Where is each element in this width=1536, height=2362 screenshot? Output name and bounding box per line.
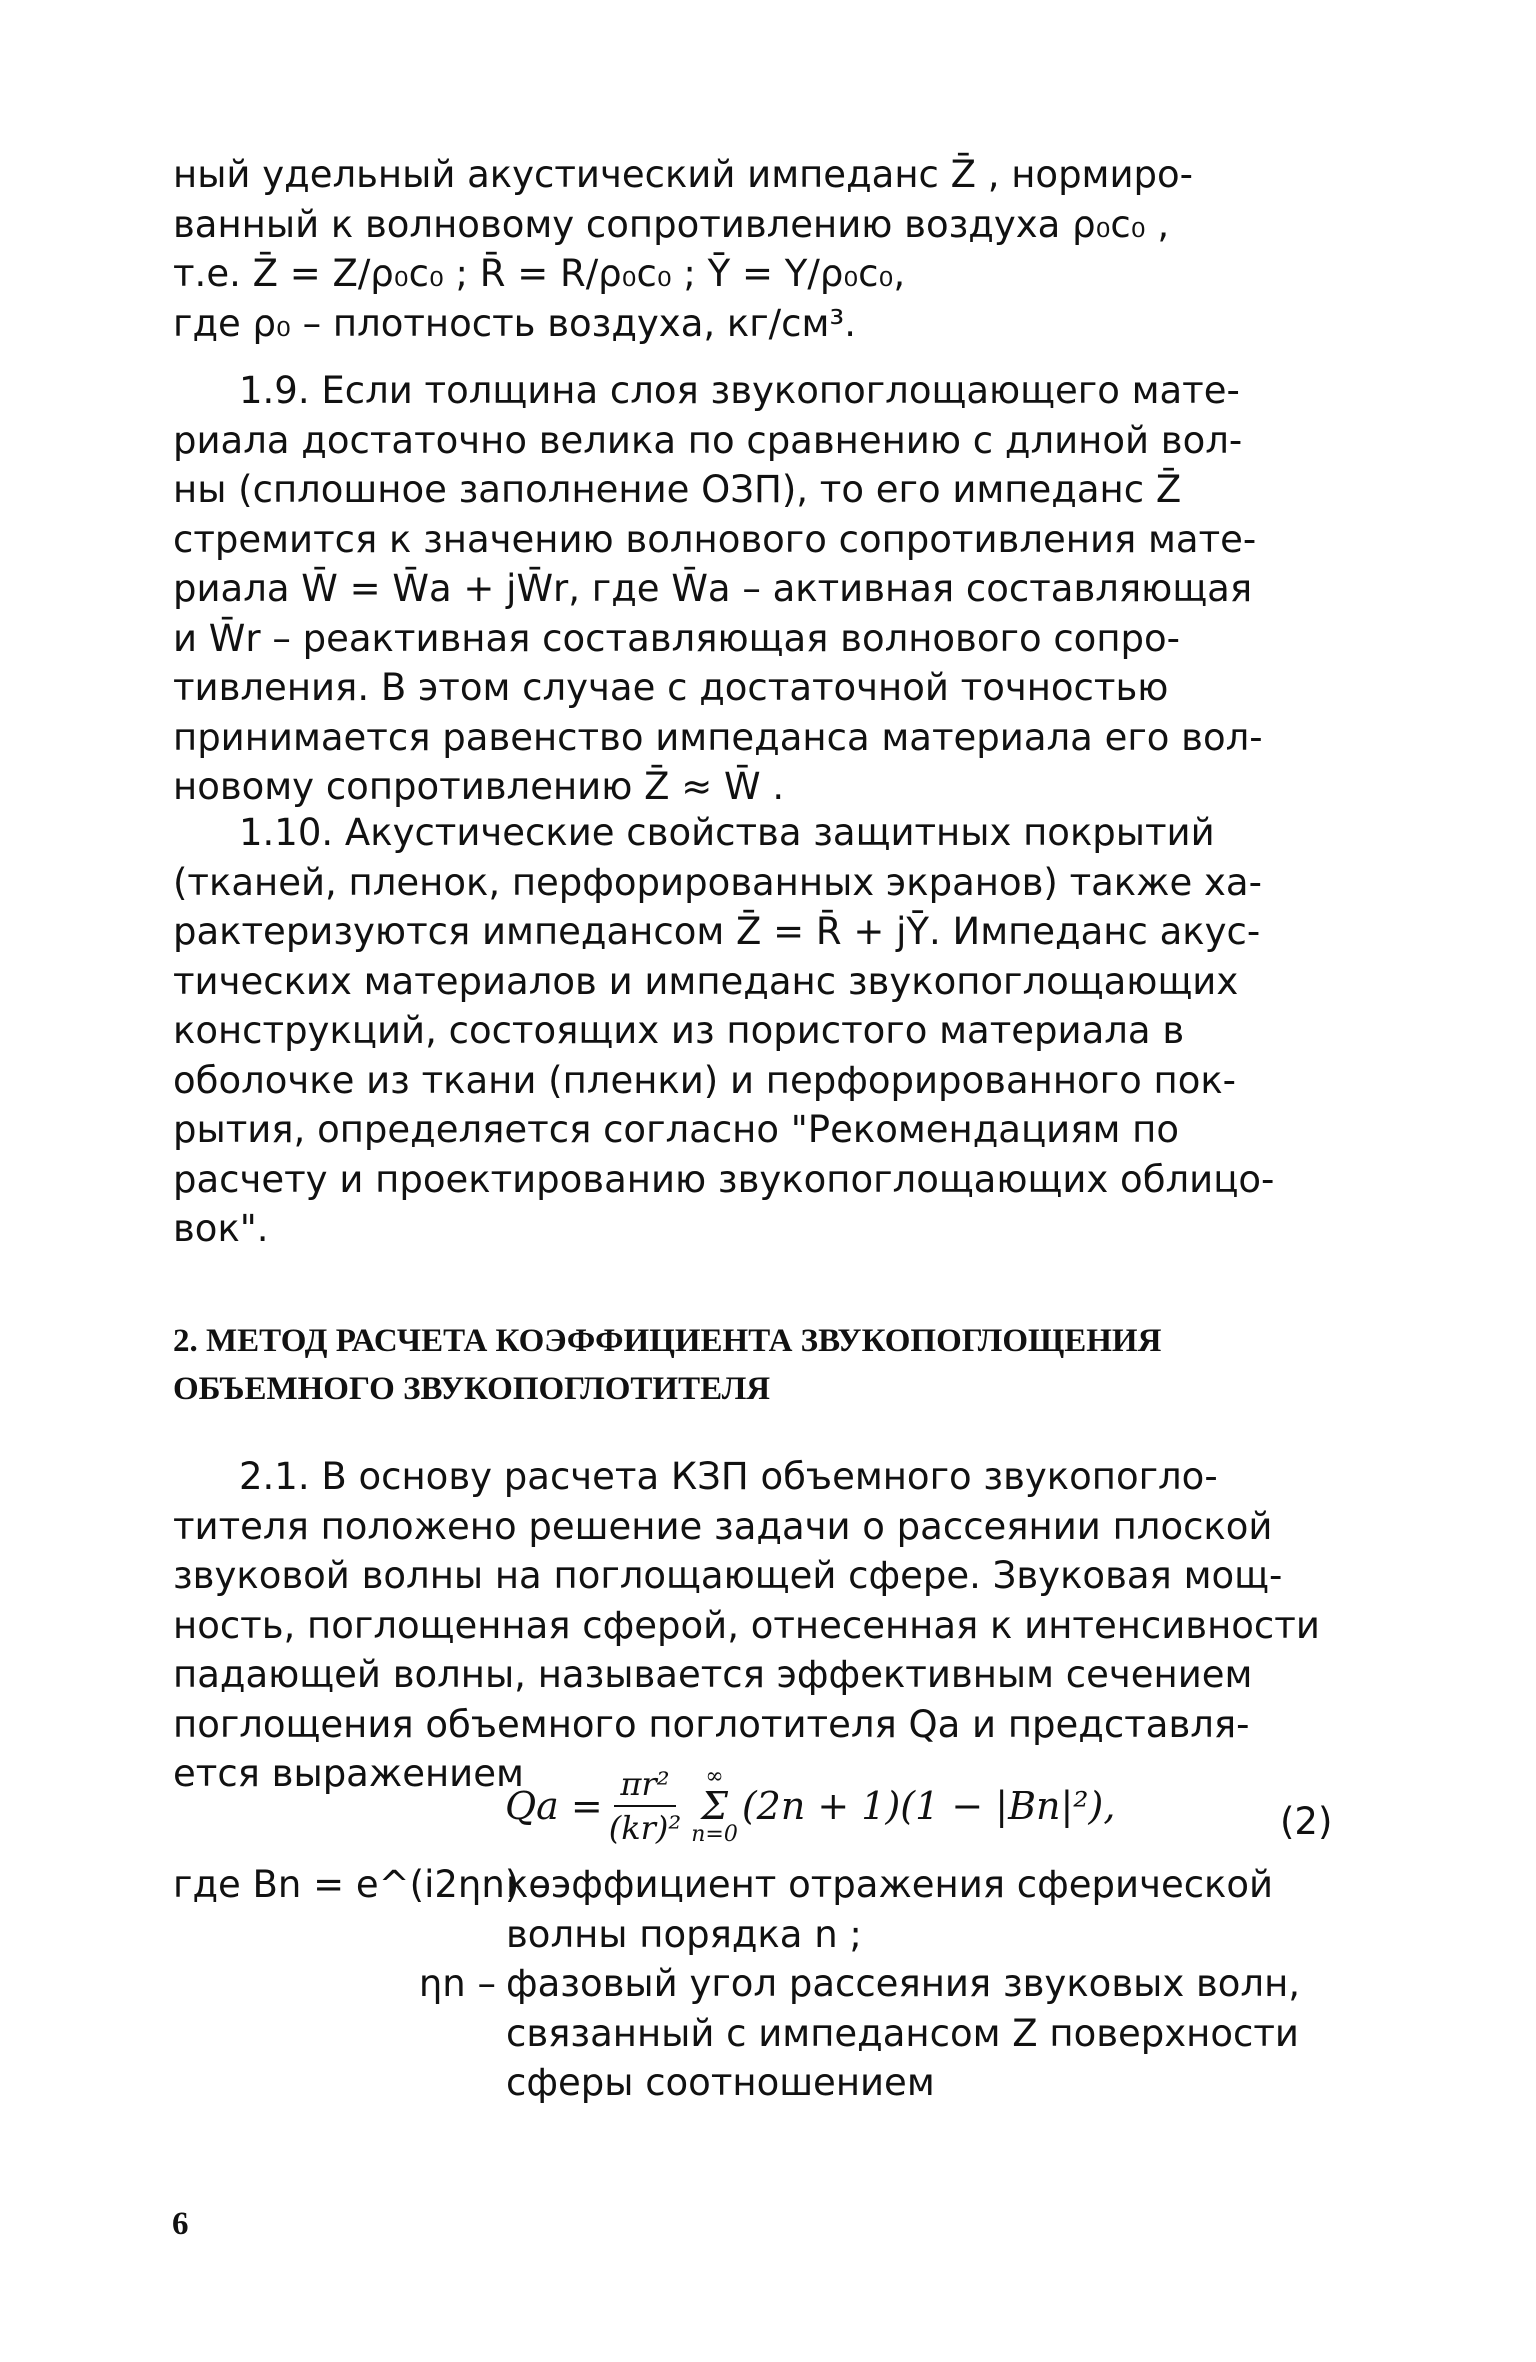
text-line: и W̄r – реактивная составляющая волнового сопро- — [173, 616, 1180, 660]
formula-lhs: Qa = — [505, 1784, 603, 1828]
text-line: риала W̄ = W̄a + jW̄r, где W̄a – активная составляющая — [173, 567, 1253, 610]
text-line: 1.10. Акустические свойства защитных покрытий — [239, 811, 1215, 854]
text-line: где ρ₀ – плотность воздуха, кг/см³. — [173, 301, 857, 345]
text-line: стремится к значению волнового сопротивления мате- — [173, 517, 1257, 561]
definition-body: фазовый угол рассеяния звуковых волн, связанный с импедансом Z поверхности сферы соотношением — [506, 1962, 1301, 2104]
formula-body: (2n + 1)(1 − |Bn|²), — [741, 1784, 1116, 1828]
text-line: ность, поглощенная сферой, отнесенная к интенсивности — [173, 1603, 1320, 1647]
heading-line: 2. МЕТОД РАСЧЕТА КОЭФФИЦИЕНТА ЗВУКОПОГЛОЩЕНИЯ — [173, 1323, 1162, 1359]
text-line: тителя положено решение задачи о рассеянии плоской — [173, 1504, 1273, 1548]
text-line: падающей волны, называется эффективным сечением — [173, 1653, 1253, 1696]
text-line: оболочке из ткани (пленки) и перфорированного пок- — [173, 1058, 1237, 1102]
formula-2 — [505, 1765, 1115, 1847]
fraction-denominator: (kr)² — [608, 1809, 682, 1847]
section-heading — [173, 1317, 1353, 1413]
text-line: поглощения объемного поглотителя Qa и представля- — [173, 1702, 1250, 1746]
text-line: т.е. Z̄ = Z/ρ₀c₀ ; R̄ = R/ρ₀c₀ ; Ȳ = Y/ρ₀c₀, — [173, 252, 906, 295]
text-line: риала достаточно велика по сравнению с длиной вол- — [173, 418, 1243, 462]
summation — [691, 1764, 738, 1847]
definitions — [173, 1860, 1353, 2108]
text-line: расчету и проектированию звукопоглощающих облицо- — [173, 1157, 1275, 1201]
paragraph-2-1 — [173, 1452, 1353, 1799]
text-line: звуковой волны на поглощающей сфере. Звуковая мощ- — [173, 1554, 1283, 1597]
paragraph-1-10 — [173, 808, 1353, 1254]
definition-term: где Bn = e^(i2ηn) – — [173, 1863, 550, 1906]
text-line: (тканей, пленок, перфорированных экранов) также ха- — [173, 860, 1262, 904]
text-line: ется выражением — [173, 1752, 524, 1795]
definition-item — [173, 1860, 1353, 1959]
text-line: новому сопротивлению Z̄ ≈ W̄ . — [173, 765, 785, 808]
sum-sign: Σ — [701, 1784, 728, 1828]
sum-lower-limit: n=0 — [691, 1822, 738, 1847]
formula-fraction — [609, 1765, 681, 1847]
text-line: ванный к волновому сопротивлению воздуха ρ₀c₀ , — [173, 202, 1170, 246]
text-line: ный удельный акустический импеданс Z̄ , нормиро- — [173, 153, 1193, 196]
sum-upper-limit: ∞ — [705, 1764, 724, 1789]
definition-term: ηn – — [418, 1962, 496, 2005]
text-line: вок". — [173, 1207, 269, 1250]
text-line: 1.9. Если толщина слоя звукопоглощающего мате- — [239, 369, 1240, 412]
text-line: тивления. В этом случае с достаточной точностью — [173, 666, 1169, 709]
definition-body: коэффициент отражения сферической волны порядка n ; — [506, 1863, 1274, 1956]
fraction-numerator: πr² — [614, 1765, 675, 1807]
text-line: рытия, определяется согласно "Рекомендациям по — [173, 1108, 1179, 1151]
text-line: конструкций, состоящих из пористого материала в — [173, 1009, 1185, 1052]
heading-line: ОБЪЕМНОГО ЗВУКОПОГЛОТИТЕЛЯ — [173, 1371, 771, 1407]
text-line: ны (сплошное заполнение ОЗП), то его импеданс Z̄ — [173, 468, 1182, 511]
paragraph-top — [173, 150, 1353, 348]
page-number: 6 — [172, 2206, 189, 2242]
paragraph-1-9 — [173, 366, 1353, 812]
text-line: тических материалов и импеданс звукопоглощающих — [173, 959, 1239, 1003]
text-line: принимается равенство импеданса материала его вол- — [173, 715, 1263, 759]
text-line: рактеризуются импедансом Z̄ = R̄ + jȲ. Импеданс акус- — [173, 910, 1261, 953]
text-line: 2.1. В основу расчета КЗП объемного звукопогло- — [239, 1455, 1218, 1498]
definition-item — [173, 1959, 1353, 2108]
equation-number: (2) — [1280, 1800, 1333, 1843]
